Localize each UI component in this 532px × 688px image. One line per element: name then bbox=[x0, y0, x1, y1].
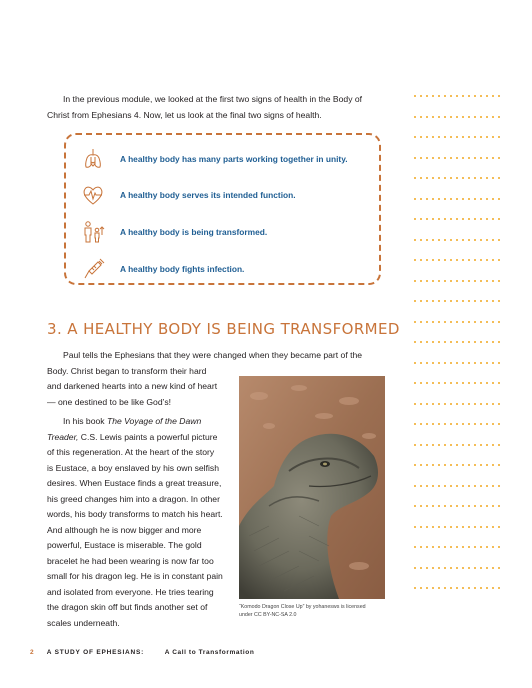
dotted-line bbox=[412, 116, 502, 118]
text-line: words, his body transforms to match his heart. bbox=[47, 509, 223, 519]
text-line: desires. When Eustace finds a great treasure, bbox=[47, 478, 222, 488]
dotted-line bbox=[412, 444, 502, 446]
dotted-line bbox=[412, 464, 502, 466]
dotted-line bbox=[412, 403, 502, 405]
dotted-line bbox=[412, 423, 502, 425]
section-heading: 3. A HEALTHY BODY IS BEING TRANSFORMED bbox=[47, 320, 400, 338]
syringe-icon bbox=[80, 256, 106, 282]
dotted-line bbox=[412, 485, 502, 487]
text-line: small for his dragon leg. He is in constant pain bbox=[47, 571, 223, 581]
signs-box bbox=[64, 133, 381, 285]
dotted-line bbox=[412, 587, 502, 589]
paragraph-voyage bbox=[47, 414, 232, 631]
intro-paragraph bbox=[47, 92, 387, 123]
text-line: of this regeneration. At the heart of the story bbox=[47, 447, 215, 457]
text-line: And although he is now bigger and more bbox=[47, 524, 202, 535]
lungs-heart-icon bbox=[80, 146, 106, 172]
text-line: is Eustace, a boy enslaved by his own selfish bbox=[47, 462, 219, 473]
text-line: and darkened hearts into a new kind of heart bbox=[47, 381, 218, 391]
sign-row bbox=[80, 255, 244, 283]
text-line: his greed changes him into a dragon. In other bbox=[47, 493, 220, 504]
text-line: Body. Christ began to transform their hard bbox=[47, 365, 207, 376]
sign-row bbox=[80, 145, 348, 173]
dotted-line bbox=[412, 362, 502, 364]
caption-line: “Komodo Dragon Close Up” by yohanesws is licensed bbox=[239, 604, 366, 610]
dotted-line bbox=[412, 136, 502, 138]
dotted-line bbox=[412, 321, 502, 323]
sign-label: A healthy body serves its intended function. bbox=[120, 190, 296, 200]
series-subtitle: A Call to Transformation bbox=[164, 649, 255, 656]
family-growth-icon bbox=[80, 219, 106, 245]
page-footer bbox=[30, 649, 254, 656]
sign-label: A healthy body is being transformed. bbox=[120, 227, 268, 237]
text-line: — one destined to be like God’s! bbox=[47, 396, 172, 407]
text-line: the dragon skin off but finds another set of bbox=[47, 602, 208, 612]
text-line: and isolated from everyone. He tries tearing bbox=[47, 586, 214, 597]
dotted-line bbox=[412, 505, 502, 507]
book-title: The Voyage of the Dawn bbox=[106, 416, 202, 426]
heartbeat-icon bbox=[80, 182, 106, 208]
series-title: A STUDY OF EPHESIANS: bbox=[46, 649, 145, 656]
text-after-title: C.S. Lewis paints a powerful picture bbox=[78, 431, 218, 442]
dotted-line bbox=[412, 567, 502, 569]
dotted-line bbox=[412, 177, 502, 179]
komodo-dragon-photo bbox=[239, 376, 385, 599]
dotted-line bbox=[412, 239, 502, 241]
text-line: powerful, Eustace is miserable. The gold bbox=[47, 540, 202, 550]
dotted-line bbox=[412, 341, 502, 343]
text-line: bracelet he had been wearing is now far too bbox=[47, 555, 214, 566]
photo-caption bbox=[239, 603, 399, 619]
sign-label: A healthy body fights infection. bbox=[120, 264, 245, 274]
sign-label: A healthy body has many parts working together in unity. bbox=[120, 154, 348, 164]
sign-row bbox=[80, 218, 267, 246]
dotted-line bbox=[412, 198, 502, 200]
intro-line-1: In the previous module, we looked at the first two signs of health in the Body of bbox=[63, 94, 363, 104]
sign-row bbox=[80, 181, 296, 209]
dotted-line bbox=[412, 300, 502, 302]
dotted-line bbox=[412, 382, 502, 384]
dotted-line bbox=[412, 546, 502, 548]
dotted-line bbox=[412, 280, 502, 282]
dotted-line bbox=[412, 95, 502, 97]
dotted-notes-column bbox=[412, 95, 502, 608]
text-lead: In his book bbox=[63, 416, 107, 426]
text-line bbox=[47, 414, 232, 430]
book-title: Treader, bbox=[47, 431, 79, 442]
page-number: 2 bbox=[30, 649, 35, 656]
dotted-line bbox=[412, 259, 502, 261]
text-line bbox=[47, 430, 232, 446]
text-line: scales underneath. bbox=[47, 617, 120, 628]
intro-line-2: Christ from Ephesians 4. Now, let us look at the final two signs of health. bbox=[47, 109, 322, 120]
dotted-line bbox=[412, 526, 502, 528]
text-line: Paul tells the Ephesians that they were changed when they became part of the bbox=[63, 350, 363, 360]
dotted-line bbox=[412, 157, 502, 159]
caption-line: under CC BY-NC-SA 2.0 bbox=[239, 612, 297, 618]
dotted-line bbox=[412, 218, 502, 220]
